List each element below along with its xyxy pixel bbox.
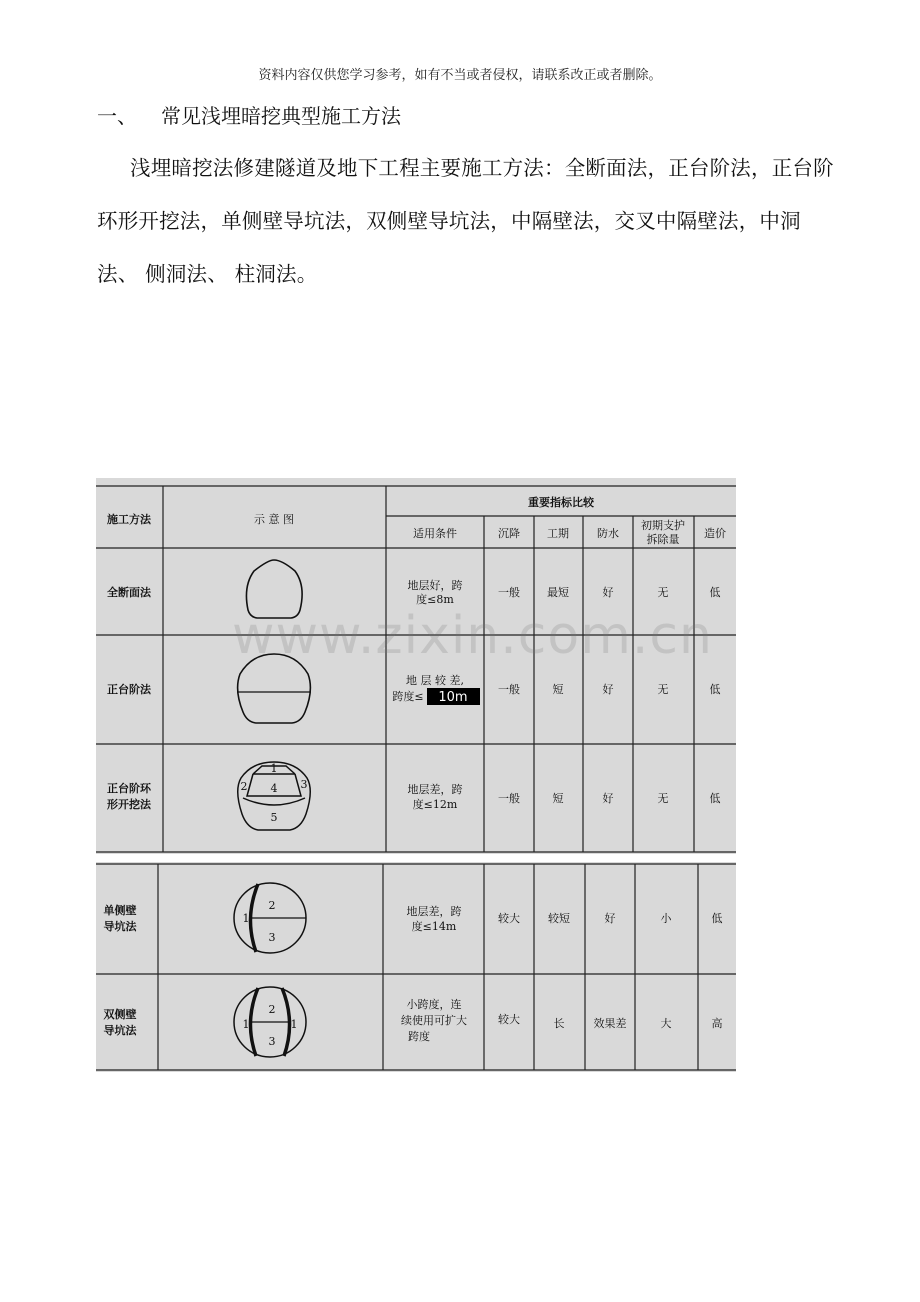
row3-method-line1: 正台阶环 (107, 782, 151, 795)
ring-label-4: 4 (270, 782, 278, 795)
header-cost: 造价 (704, 527, 726, 540)
row5-condition-line3: 跨度 (408, 1030, 430, 1043)
double-label-1-right: 1 (290, 1018, 298, 1031)
row1-condition-line2: 度≤8m (416, 593, 454, 606)
row4-settlement: 较大 (498, 912, 520, 925)
row2-waterproof: 好 (602, 683, 614, 696)
single-label-2: 2 (268, 899, 276, 912)
row3-settlement: 一般 (498, 792, 520, 805)
ring-label-2: 2 (240, 780, 248, 793)
row5-settlement: 较大 (498, 1013, 520, 1026)
row2-condition-line2: 跨度≤ (392, 690, 424, 703)
row5-method-line2: 导坑法 (103, 1024, 137, 1037)
double-label-1-left: 1 (242, 1018, 250, 1031)
row3-condition-line1: 地层差，跨 (407, 783, 463, 796)
row4-condition-line2: 度≤14m (411, 920, 457, 933)
row3-removal: 无 (657, 792, 669, 805)
methods-table-top-svg (96, 478, 736, 854)
row4-condition-line1: 地层差，跨 (406, 905, 462, 918)
header-method: 施工方法 (107, 513, 151, 526)
row1-cost: 低 (709, 586, 721, 599)
double-label-3: 3 (268, 1035, 276, 1048)
row2-removal: 无 (657, 683, 669, 696)
row4-cost: 低 (711, 912, 723, 925)
header-period: 工期 (547, 527, 569, 540)
row1-method: 全断面法 (107, 586, 151, 599)
row4-removal: 小 (660, 912, 672, 925)
row5-removal: 大 (660, 1017, 672, 1030)
header-waterproof: 防水 (597, 527, 619, 540)
methods-table-bottom-svg (96, 862, 736, 1072)
header-condition: 适用条件 (413, 527, 457, 540)
header-removal-line2: 拆除量 (646, 533, 680, 546)
methods-table-top (96, 478, 736, 854)
header-settlement: 沉降 (498, 527, 520, 540)
section-heading (97, 100, 401, 129)
row4-waterproof: 好 (604, 912, 616, 925)
section-number: 一、 (97, 104, 137, 128)
intro-paragraph: 浅埋暗挖法修建隧道及地下工程主要施工方法：全断面法，正台阶法，正台阶环形开挖法，单侧壁导坑法，双侧壁导坑法，中隔壁法，交叉中隔壁法，中洞法、 侧洞法、 柱洞法。 (97, 156, 834, 286)
row2-cost: 低 (709, 683, 721, 696)
ring-label-3: 3 (300, 778, 308, 791)
row1-condition-line1: 地层好，跨 (407, 579, 463, 592)
ring-label-1: 1 (270, 762, 278, 775)
row3-cost: 低 (709, 792, 721, 805)
row3-method-line2: 形开挖法 (107, 798, 151, 811)
row1-settlement: 一般 (498, 586, 520, 599)
double-label-2: 2 (268, 1003, 276, 1016)
row5-period: 长 (553, 1017, 565, 1030)
disclaimer-note: 资料内容仅供您学习参考，如有不当或者侵权，请联系改正或者删除。 (258, 68, 662, 83)
header-diagram: 示 意 图 (254, 513, 294, 526)
row5-waterproof: 效果差 (593, 1017, 627, 1030)
row2-method: 正台阶法 (107, 683, 151, 696)
row1-period: 最短 (547, 586, 569, 599)
row1-removal: 无 (657, 586, 669, 599)
header-group: 重要指标比较 (528, 496, 594, 509)
single-label-1: 1 (242, 912, 250, 925)
single-label-3: 3 (268, 931, 276, 944)
row3-period: 短 (552, 792, 564, 805)
row1-waterproof: 好 (602, 586, 614, 599)
row2-period: 短 (552, 683, 564, 696)
header-removal-line1: 初期支护 (641, 519, 685, 532)
row3-condition-line2: 度≤12m (412, 798, 458, 811)
row5-method-line1: 双侧壁 (103, 1008, 137, 1021)
methods-table-bottom (96, 862, 736, 1072)
row4-method-line2: 导坑法 (103, 920, 137, 933)
row2-condition-line1: 地 层 较 差, (406, 674, 464, 687)
row4-period: 较短 (548, 912, 570, 925)
row2-condition-highlight: 10m (438, 690, 468, 705)
row5-condition-line2: 续使用可扩大 (401, 1014, 467, 1027)
section-title: 常见浅埋暗挖典型施工方法 (161, 104, 401, 128)
row3-waterproof: 好 (602, 792, 614, 805)
row5-condition-line1: 小跨度，连 (406, 998, 462, 1011)
row2-settlement: 一般 (498, 683, 520, 696)
ring-label-5: 5 (270, 811, 278, 824)
watermark: www.zixin.com.cn (232, 606, 713, 666)
row4-method-line1: 单侧壁 (103, 904, 137, 917)
row5-cost: 高 (711, 1017, 723, 1030)
